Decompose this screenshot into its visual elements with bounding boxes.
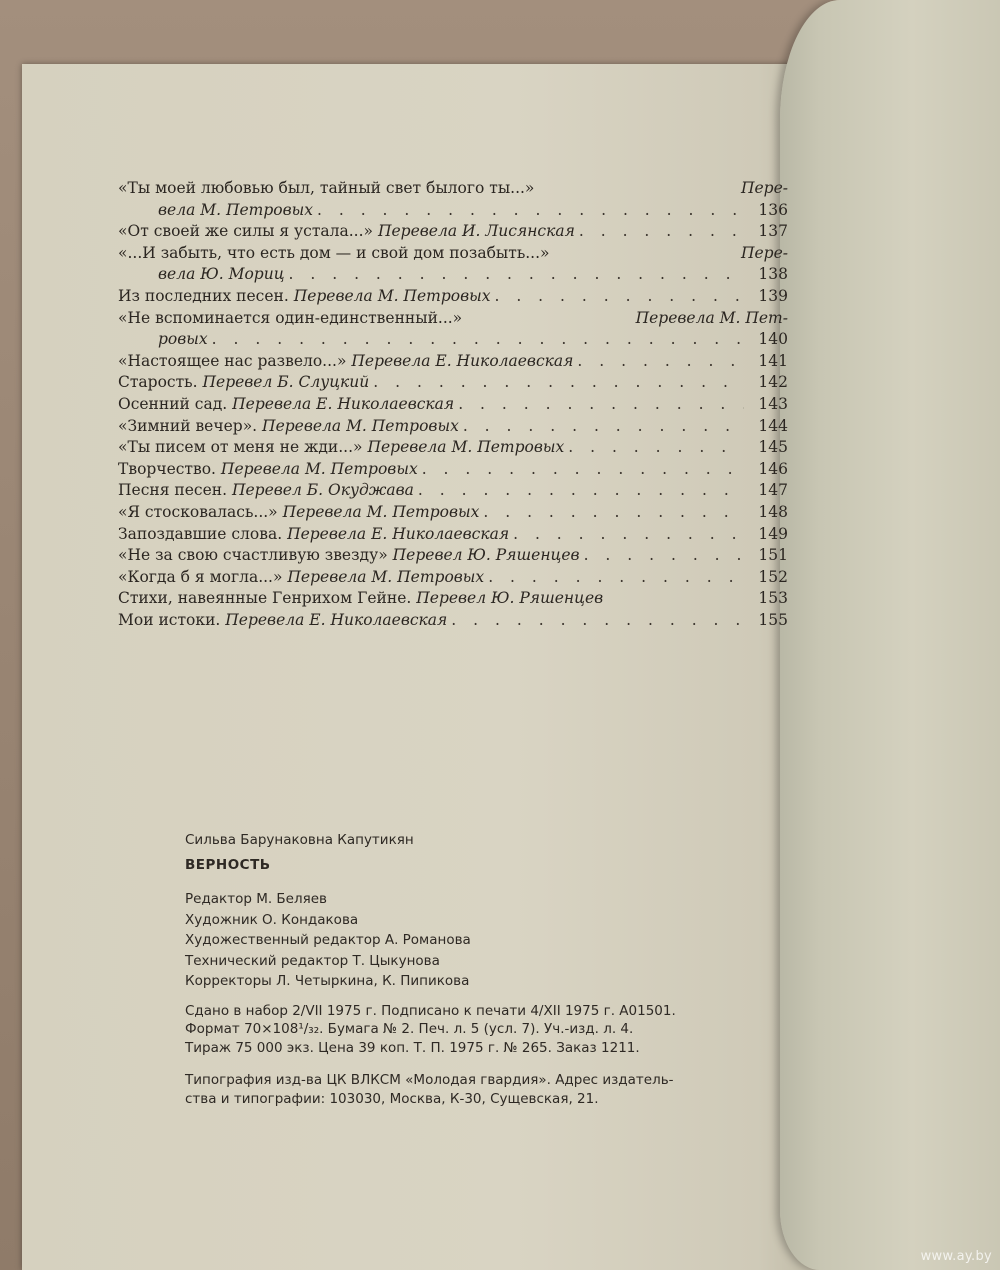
toc-title: «...И забыть, что есть дом — и свой дом позабыть...» — [118, 243, 550, 262]
toc-line — [118, 610, 788, 632]
toc-leader-dots — [422, 459, 744, 481]
printing-line: ства и типографии: 103030, Москва, К-30, Сущевская, 21. — [185, 1090, 599, 1107]
toc-page-number: 155 — [758, 610, 788, 629]
toc-line — [118, 243, 788, 265]
printing-line: Типография изд-ва ЦК ВЛКСМ «Молодая гвардия». Адрес издатель- — [185, 1072, 674, 1088]
toc-leader-dots — [568, 437, 744, 459]
toc-line — [118, 221, 788, 243]
toc-line — [118, 416, 788, 438]
toc-line — [118, 502, 788, 524]
toc-page-number: 142 — [758, 373, 788, 392]
toc-title: Песня песен. — [118, 481, 228, 500]
imprint-specs — [185, 1002, 805, 1058]
toc-entry — [118, 372, 788, 394]
toc-translator: Пере- — [740, 243, 788, 262]
toc-translator: Перевела И. Лисянская — [377, 222, 575, 241]
toc-title: Старость. — [118, 373, 198, 392]
imprint — [185, 832, 805, 1108]
toc-entry — [118, 286, 788, 308]
credit-line: Художественный редактор А. Романова — [185, 932, 471, 948]
toc-translator: Перевел Ю. Ряшенцев — [392, 546, 580, 565]
credit-line: Художник О. Кондакова — [185, 911, 359, 928]
spec-line: Формат 70×108¹/₃₂. Бумага № 2. Печ. л. 5 (усл. 7). Уч.-изд. л. 4. — [185, 1021, 634, 1037]
toc-page-number: 145 — [758, 438, 788, 457]
toc-leader-dots — [584, 545, 744, 567]
toc-entry — [118, 502, 788, 524]
toc-title: «Я стосковалась...» — [118, 502, 278, 521]
toc-title: Осенний сад. — [118, 394, 228, 413]
toc-page-number: 153 — [758, 589, 788, 608]
toc-page-number: 143 — [758, 394, 788, 413]
toc-entry — [118, 221, 788, 243]
toc-translator: Перевела Е. Николаевская — [232, 394, 455, 413]
toc-translator: Пере- — [740, 179, 788, 197]
toc-line — [118, 286, 788, 308]
toc-entry — [118, 459, 788, 481]
toc-page-number: 147 — [758, 481, 788, 500]
toc-line — [118, 372, 788, 394]
toc-leader-dots — [373, 372, 744, 394]
toc-entry — [118, 394, 788, 416]
toc-line — [118, 308, 788, 330]
toc-entry — [118, 178, 788, 221]
toc-entry — [118, 588, 788, 610]
toc-leader-dots — [483, 502, 744, 524]
toc-translator: Перевела М. Петровых — [282, 502, 480, 521]
toc-line — [118, 524, 788, 546]
imprint-printing — [185, 1071, 805, 1108]
toc-leader-dots — [513, 524, 744, 546]
toc-leader-dots — [494, 286, 744, 308]
toc-entry — [118, 610, 788, 632]
toc-entry — [118, 308, 788, 351]
toc-page-number: 140 — [758, 330, 788, 349]
spec-line: Тираж 75 000 экз. Цена 39 коп. Т. П. 1975 г. № 265. Заказ 1211. — [185, 1039, 640, 1056]
toc-title: «Не за свою счастливую звезду» — [118, 546, 388, 565]
imprint-title: ВЕРНОСТЬ — [185, 857, 271, 873]
toc-translator: Перевела Е. Николаевская — [351, 351, 574, 370]
toc-translator: Перевела Е. Николаевская — [287, 524, 510, 543]
toc-line — [118, 588, 788, 610]
toc-entry — [118, 351, 788, 373]
toc-leader-dots — [289, 264, 744, 286]
toc-entry — [118, 437, 788, 459]
toc-translator: Перевела М. Петровых — [220, 459, 418, 478]
toc-title: «Ты писем от меня не жди...» — [118, 438, 363, 457]
toc-translator: Перевела М. Пет- — [635, 308, 788, 327]
toc-title: «Не вспоминается один-единственный...» — [118, 308, 463, 327]
toc-leader-dots — [212, 329, 744, 351]
table-of-contents — [118, 178, 788, 631]
toc-title: «От своей же силы я устала...» — [118, 222, 374, 241]
toc-page-number: 136 — [758, 200, 788, 219]
toc-page-number: 141 — [758, 351, 788, 370]
toc-page-number: 139 — [758, 286, 788, 305]
toc-line — [118, 437, 788, 459]
credit-line: Редактор М. Беляев — [185, 891, 328, 907]
toc-leader-dots — [463, 416, 744, 438]
toc-title: «Настоящее нас развело...» — [118, 351, 347, 370]
toc-leader-dots — [577, 351, 744, 373]
toc-title: «Ты моей любовью был, тайный свет былого ты...» — [118, 179, 535, 197]
toc-page-number: 138 — [758, 265, 788, 284]
toc-entry — [118, 545, 788, 567]
toc-title: Мои истоки. — [118, 610, 221, 629]
toc-translator: Перевел Б. Слуцкий — [202, 373, 370, 392]
toc-translator: Перевел Ю. Ряшенцев — [416, 589, 604, 608]
toc-line — [118, 200, 788, 222]
toc-line — [118, 394, 788, 416]
toc-page-number: 146 — [758, 459, 788, 478]
toc-translator: вела Ю. Мориц — [158, 265, 285, 284]
toc-translator: вела М. Петровых — [158, 200, 313, 219]
toc-page-number: 151 — [758, 546, 788, 565]
toc-title: Творчество. — [118, 459, 216, 478]
imprint-author: Сильва Барунаковна Капутикян — [185, 832, 414, 848]
credit-line: Корректоры Л. Четыркина, К. Пипикова — [185, 973, 470, 989]
toc-translator: Перевела М. Петровых — [262, 416, 459, 435]
toc-leader-dots — [418, 480, 744, 502]
toc-title: Стихи, навеянные Генрихом Гейне. — [118, 589, 412, 608]
toc-translator: Перевела Е. Николаевская — [225, 610, 448, 629]
toc-page-number: 152 — [758, 567, 788, 586]
watermark: www.ay.by — [920, 1249, 992, 1264]
toc-translator: Перевела М. Петровых — [287, 567, 485, 586]
toc-leader-dots — [317, 200, 744, 222]
toc-line — [118, 351, 788, 373]
toc-leader-dots — [451, 610, 744, 632]
toc-title: Запоздавшие слова. — [118, 524, 283, 543]
toc-title: «Зимний вечер». — [118, 416, 258, 435]
toc-entry — [118, 416, 788, 438]
toc-line — [118, 329, 788, 351]
toc-leader-dots — [579, 221, 744, 243]
toc-page-number: 148 — [758, 502, 788, 521]
toc-line — [118, 545, 788, 567]
toc-entry — [118, 567, 788, 589]
toc-translator: Перевела М. Петровых — [367, 438, 565, 457]
toc-title: Из последних песен. — [118, 286, 289, 305]
imprint-credits — [185, 889, 805, 992]
toc-translator: Перевел Б. Окуджава — [231, 481, 414, 500]
toc-entry — [118, 243, 788, 286]
toc-leader-dots — [488, 567, 744, 589]
toc-line — [118, 567, 788, 589]
toc-line — [118, 264, 788, 286]
toc-page-number: 144 — [758, 416, 788, 435]
toc-page-number: 137 — [758, 222, 788, 241]
spec-line: Сдано в набор 2/VII 1975 г. Подписано к печати 4/XII 1975 г. А01501. — [185, 1002, 676, 1019]
toc-leader-dots — [458, 394, 744, 416]
toc-line — [118, 480, 788, 502]
toc-entry — [118, 480, 788, 502]
toc-translator: Перевела М. Петровых — [293, 286, 491, 305]
credit-line: Технический редактор Т. Цыкунова — [185, 952, 440, 969]
toc-translator: ровых — [158, 330, 208, 349]
toc-entry — [118, 524, 788, 546]
toc-line — [118, 178, 788, 200]
toc-page-number: 149 — [758, 524, 788, 543]
toc-title: «Когда б я могла...» — [118, 567, 283, 586]
next-page-edge — [780, 0, 1000, 1270]
toc-line — [118, 459, 788, 481]
